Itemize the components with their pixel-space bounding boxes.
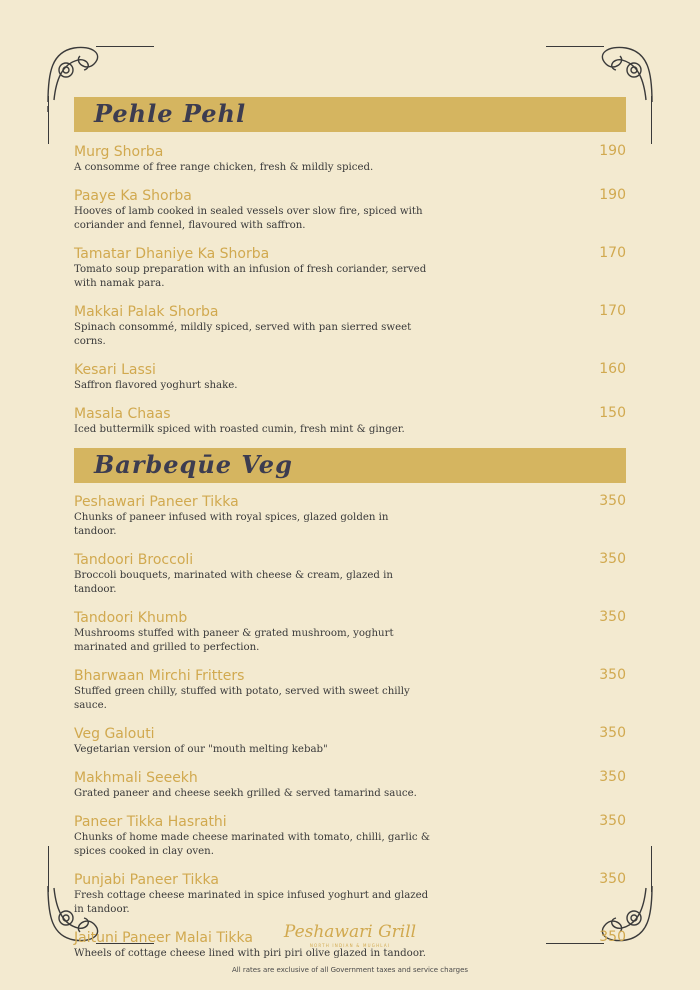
menu-item xyxy=(74,551,626,597)
menu-item xyxy=(74,361,626,393)
item-description: Stuffed green chilly, stuffed with potato, served with sweet chilly sauce. xyxy=(74,686,410,711)
frame-top-line xyxy=(546,46,604,47)
logo-tagline: NORTH INDIAN & MUGHLAI xyxy=(309,943,391,948)
section-items-barbeque-veg xyxy=(74,493,626,973)
item-price: 160 xyxy=(599,361,626,377)
item-description: Tomato soup preparation with an infusion of fresh coriander, served with namak para. xyxy=(74,264,427,289)
item-price: 350 xyxy=(599,871,626,887)
section-title: Barbeqūe Veg xyxy=(94,450,293,479)
item-price: 350 xyxy=(599,929,626,945)
item-name: Makkai Palak Shorba xyxy=(74,304,219,320)
item-price: 350 xyxy=(599,493,626,509)
menu-item xyxy=(74,667,626,713)
item-price: 350 xyxy=(599,813,626,829)
logo-name: Peshawari Grill xyxy=(283,922,417,942)
item-description: Hooves of lamb cooked in sealed vessels over slow fire, spiced with coriander and fennel, flavoured with saffron. xyxy=(74,206,423,231)
restaurant-logo xyxy=(250,922,450,948)
menu-item xyxy=(74,187,626,233)
item-description: Wheels of cottage cheese lined with piri piri olive glazed in tandoor. xyxy=(74,948,426,959)
item-name: Kesari Lassi xyxy=(74,362,156,378)
section-header-pehle-pehl xyxy=(74,97,626,132)
menu-item xyxy=(74,871,626,917)
menu-item xyxy=(74,725,626,757)
item-description: Grated paneer and cheese seekh grilled & served tamarind sauce. xyxy=(74,788,417,799)
item-price: 170 xyxy=(599,303,626,319)
item-price: 150 xyxy=(599,405,626,421)
item-name: Tandoori Broccoli xyxy=(74,552,194,568)
item-price: 170 xyxy=(599,245,626,261)
item-name: Jaituni Paneer Malai Tikka xyxy=(74,930,253,946)
frame-left-line xyxy=(48,96,49,144)
item-price: 350 xyxy=(599,725,626,741)
frame-top-line xyxy=(96,46,154,47)
menu-item xyxy=(74,405,626,437)
item-name: Veg Galouti xyxy=(74,726,155,742)
menu-item xyxy=(74,245,626,291)
footer-note: All rates are exclusive of all Government taxes and service charges xyxy=(231,966,469,974)
menu-item xyxy=(74,769,626,801)
item-name: Makhmali Seeekh xyxy=(74,770,198,786)
item-description: Broccoli bouquets, marinated with cheese & cream, glazed in tandoor. xyxy=(74,570,393,595)
item-name: Paneer Tikka Hasrathi xyxy=(74,814,227,830)
item-description: Mushrooms stuffed with paneer & grated mushroom, yoghurt marinated and grilled to perfection. xyxy=(74,628,394,653)
item-price: 350 xyxy=(599,667,626,683)
item-price: 190 xyxy=(599,187,626,203)
menu-item xyxy=(74,303,626,349)
item-price: 350 xyxy=(599,769,626,785)
section-items-pehle-pehl xyxy=(74,143,626,449)
item-description: Iced buttermilk spiced with roasted cumin, fresh mint & ginger. xyxy=(74,424,405,435)
item-name: Masala Chaas xyxy=(74,406,171,422)
item-name: Punjabi Paneer Tikka xyxy=(74,872,219,888)
section-title: Pehle Pehl xyxy=(94,99,247,128)
menu-item xyxy=(74,609,626,655)
item-description: Chunks of paneer infused with royal spices, glazed golden in tandoor. xyxy=(74,512,389,537)
frame-left-line xyxy=(48,846,49,892)
item-name: Tamatar Dhaniye Ka Shorba xyxy=(74,246,270,262)
menu-item xyxy=(74,143,626,175)
item-description: Saffron flavored yoghurt shake. xyxy=(74,380,238,391)
item-price: 190 xyxy=(599,143,626,159)
section-header-barbeque-veg xyxy=(74,448,626,483)
item-description: Spinach consommé, mildly spiced, served with pan sierred sweet corns. xyxy=(74,322,412,347)
menu-item xyxy=(74,813,626,859)
item-name: Paaye Ka Shorba xyxy=(74,188,192,204)
item-name: Peshawari Paneer Tikka xyxy=(74,494,239,510)
menu-item xyxy=(74,493,626,539)
frame-right-line xyxy=(651,846,652,892)
frame-right-line xyxy=(651,96,652,144)
item-name: Tandoori Khumb xyxy=(74,610,188,626)
item-description: Fresh cottage cheese marinated in spice infused yoghurt and glazed in tandoor. xyxy=(74,890,429,915)
item-name: Bharwaan Mirchi Fritters xyxy=(74,668,245,684)
item-description: Chunks of home made cheese marinated with tomato, chilli, garlic & spices cooked in clay oven. xyxy=(74,832,430,857)
item-description: Vegetarian version of our "mouth melting kebab" xyxy=(74,744,328,755)
item-price: 350 xyxy=(599,609,626,625)
item-name: Murg Shorba xyxy=(74,144,164,160)
item-description: A consomme of free range chicken, fresh & mildly spiced. xyxy=(74,162,374,173)
item-price: 350 xyxy=(599,551,626,567)
